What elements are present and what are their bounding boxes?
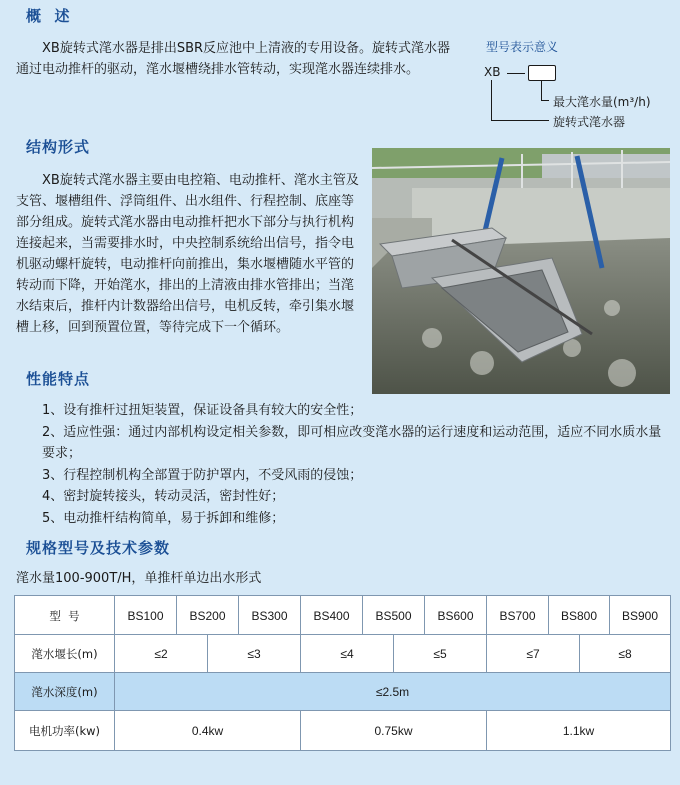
table-row — [15, 635, 671, 673]
spec-table — [14, 595, 671, 636]
model-label: 型 号 — [15, 596, 115, 636]
power-value: 0.75kw — [301, 711, 487, 751]
weir-value: ≤7 — [487, 635, 580, 673]
weir-value: ≤3 — [208, 635, 301, 673]
weir-value: ≤5 — [394, 635, 487, 673]
spec-table-values — [14, 634, 671, 751]
weir-label: 滗水堰长(m) — [15, 635, 115, 673]
model-code-prefix: XB — [484, 65, 501, 79]
depth-label: 滗水深度(m) — [15, 673, 115, 711]
power-label: 电机功率(kw) — [15, 711, 115, 751]
overview-title: 概 述 — [26, 7, 71, 25]
model-cell: BS500 — [363, 596, 425, 636]
model-code-diagram — [480, 36, 670, 136]
power-value: 1.1kw — [487, 711, 671, 751]
structure-title: 结构形式 — [26, 138, 91, 156]
model-code-dash — [507, 73, 525, 74]
list-item: 2、适应性强：通过内部机构设定相关参数，即可相应改变滗水器的运行速度和运动范围，适应不同水质水量要求； — [42, 424, 662, 461]
model-code-vline-2 — [491, 80, 492, 120]
model-cell: BS600 — [425, 596, 487, 636]
list-item: 1、设有推杆过扭矩装置，保证设备具有较大的安全性； — [42, 403, 363, 418]
structure-text: XB旋转式滗水器主要由电控箱、电动推杆、滗水主管及支管、堰槽组件、浮筒组件、出水组件、行程控制、底座等部分组成。旋转式滗水器由电动推杆把水下部分与执行机构连接起来，当需要排水时，中央控制系统给出信号，指令电机驱动螺杆旋转，电动推杆向前推出，集水堰槽随水平管的转动而下降，开始滗水，排出的上清液由排水管排出；当滗水结束后，推杆内计数器给出信号，电机反转，牵引集水堰槽上移，回到预置位置，等待完成下一个循环。 — [16, 173, 359, 335]
model-code-vline-1 — [541, 80, 542, 101]
model-cell: BS400 — [301, 596, 363, 636]
features-list — [16, 400, 666, 529]
decanter-photo — [372, 148, 670, 394]
model-cell: BS900 — [610, 596, 671, 636]
power-value: 0.4kw — [115, 711, 301, 751]
model-cell: BS200 — [177, 596, 239, 636]
model-cell: BS300 — [239, 596, 301, 636]
table-row — [15, 596, 671, 636]
weir-value: ≤8 — [580, 635, 671, 673]
model-code-title: 型号表示意义 — [486, 40, 559, 54]
weir-value: ≤2 — [115, 635, 208, 673]
depth-value: ≤2.5m — [115, 673, 671, 711]
specs-subtitle: 滗水量100-900T/H，单推杆单边出水形式 — [16, 571, 262, 586]
features-title: 性能特点 — [26, 370, 91, 388]
model-cell: BS700 — [487, 596, 549, 636]
model-code-box — [528, 65, 556, 81]
model-code-line1: 最大滗水量(m³/h) — [553, 95, 651, 109]
model-cell: BS100 — [115, 596, 177, 636]
model-code-hline-2 — [491, 120, 549, 121]
table-row — [15, 673, 671, 711]
specs-title: 规格型号及技术参数 — [26, 539, 171, 557]
table-row — [15, 711, 671, 751]
model-cell: BS800 — [549, 596, 610, 636]
list-item: 4、密封旋转接头，转动灵活，密封性好； — [42, 489, 285, 504]
list-item: 3、行程控制机构全部置于防护罩内，不受风雨的侵蚀； — [42, 467, 363, 483]
overview-text: XB旋转式滗水器是排出SBR反应池中上清液的专用设备。旋转式滗水器通过电动推杆的驱动，滗水堰槽绕排水管转动，实现滗水器连续排水。 — [16, 41, 451, 77]
model-code-line2: 旋转式滗水器 — [553, 115, 626, 129]
list-item: 5、电动推杆结构简单，易于拆卸和维修； — [42, 510, 285, 526]
model-code-hline-1 — [541, 100, 549, 101]
weir-value: ≤4 — [301, 635, 394, 673]
